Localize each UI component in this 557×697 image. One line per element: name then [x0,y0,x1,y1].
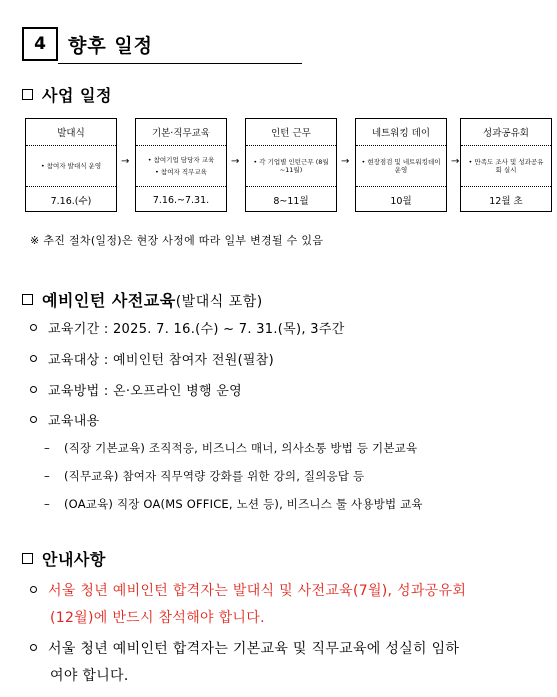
flow-step-2 [135,118,227,212]
training-content-job [44,468,364,484]
circle-bullet-icon [30,416,37,423]
flow-step-title: 네트워킹 데이 [356,119,446,146]
training-bullet-contents [30,410,99,429]
circle-bullet-icon [30,644,37,651]
section-title: 향후 일정 [68,35,154,57]
dash-icon: – [44,441,50,455]
notice-diligence [30,636,530,690]
arrow-icon: → [231,156,240,167]
flow-step-line: • 각 기업별 인턴근무 (8월~11월) [253,157,329,174]
circle-bullet-icon [30,386,37,393]
content-text: (직장 기본교육) 조직적응, 비즈니스 매너, 의사소통 방법 등 기본교육 [64,441,418,455]
content-text: (직무교육) 참여자 직무역량 강화를 위한 강의, 질의응답 등 [64,469,365,483]
arrow-icon: → [121,156,130,167]
training-heading-text: 예비인턴 사전교육 [42,291,176,310]
section-number: 4 [34,34,46,54]
notice-text: 여야 합니다. [50,668,129,684]
flow-step-body [246,146,336,186]
guide-heading-text: 안내사항 [42,550,106,569]
notice-text: 서울 청년 예비인턴 합격자는 기본교육 및 직무교육에 성실히 임하 [48,641,460,657]
flow-step-title: 기본·직무교육 [136,119,226,146]
flow-step-date: 8~11월 [246,186,336,213]
flow-step-body [136,146,226,186]
flow-step-line: • 만족도 조사 및 성과공유회 실시 [468,157,544,174]
flow-step-3 [245,118,337,212]
training-content-basic [44,440,417,456]
title-underline [58,63,302,64]
bullet-text: 교육기간 : 2025. 7. 16.(수) ~ 7. 31.(목), 3주간 [48,322,345,337]
flow-step-line: • 참여자 직무교육 [155,167,207,176]
flow-step-1 [25,118,117,212]
training-bullet-period [30,318,345,337]
training-content-oa [44,496,423,512]
checkbox-square-icon [22,553,33,564]
flow-step-5 [460,118,552,212]
flow-step-date: 12월 초 [461,186,551,213]
flow-step-line: • 참여자 발대식 운영 [40,161,102,170]
dash-icon: – [44,497,50,511]
schedule-note: ※ 추진 절차(일정)은 현장 사정에 따라 일부 변경될 수 있음 [30,234,324,247]
flow-step-title: 성과공유회 [461,119,551,146]
circle-bullet-icon [30,324,37,331]
arrow-icon: → [451,156,460,167]
flow-step-date: 7.16.(수) [26,186,116,213]
notice-text: 서울 청년 예비인턴 합격자는 발대식 및 사전교육(7월), 성과공유회 [48,583,467,599]
guide-heading [22,547,106,570]
bullet-text: 교육내용 [48,414,100,429]
flow-step-title: 발대식 [26,119,116,146]
flow-step-4 [355,118,447,212]
flow-step-date: 7.16.~7.31. [136,186,226,213]
circle-bullet-icon [30,586,37,593]
training-bullet-method [30,380,242,399]
checkbox-square-icon [22,89,33,100]
checkbox-square-icon [22,294,33,305]
circle-bullet-icon [30,355,37,362]
flow-step-line: • 참여기업 담당자 교육 [147,156,215,164]
schedule-heading-text: 사업 일정 [42,86,112,105]
flow-step-line: • 현장점검 및 네트워킹데이 운영 [361,157,441,174]
flow-step-date: 10월 [356,186,446,213]
notice-attendance [30,578,530,632]
flow-step-body [461,146,551,186]
content-text: (OA교육) 직장 OA(MS OFFICE, 노션 등), 비즈니스 툴 사용방법 교육 [64,497,423,511]
training-heading [22,288,263,311]
training-bullet-target [30,349,274,368]
training-heading-sub: (발대식 포함) [175,294,263,310]
notice-text: (12월)에 반드시 참석해야 합니다. [50,610,265,626]
flow-step-body [356,146,446,186]
flow-step-title: 인턴 근무 [246,119,336,146]
bullet-text: 교육방법 : 온·오프라인 병행 운영 [48,384,242,399]
schedule-heading [22,83,112,106]
arrow-icon: → [341,156,350,167]
flow-step-body [26,146,116,186]
section-number-box [22,27,58,61]
dash-icon: – [44,469,50,483]
bullet-text: 교육대상 : 예비인턴 참여자 전원(필참) [48,353,275,368]
